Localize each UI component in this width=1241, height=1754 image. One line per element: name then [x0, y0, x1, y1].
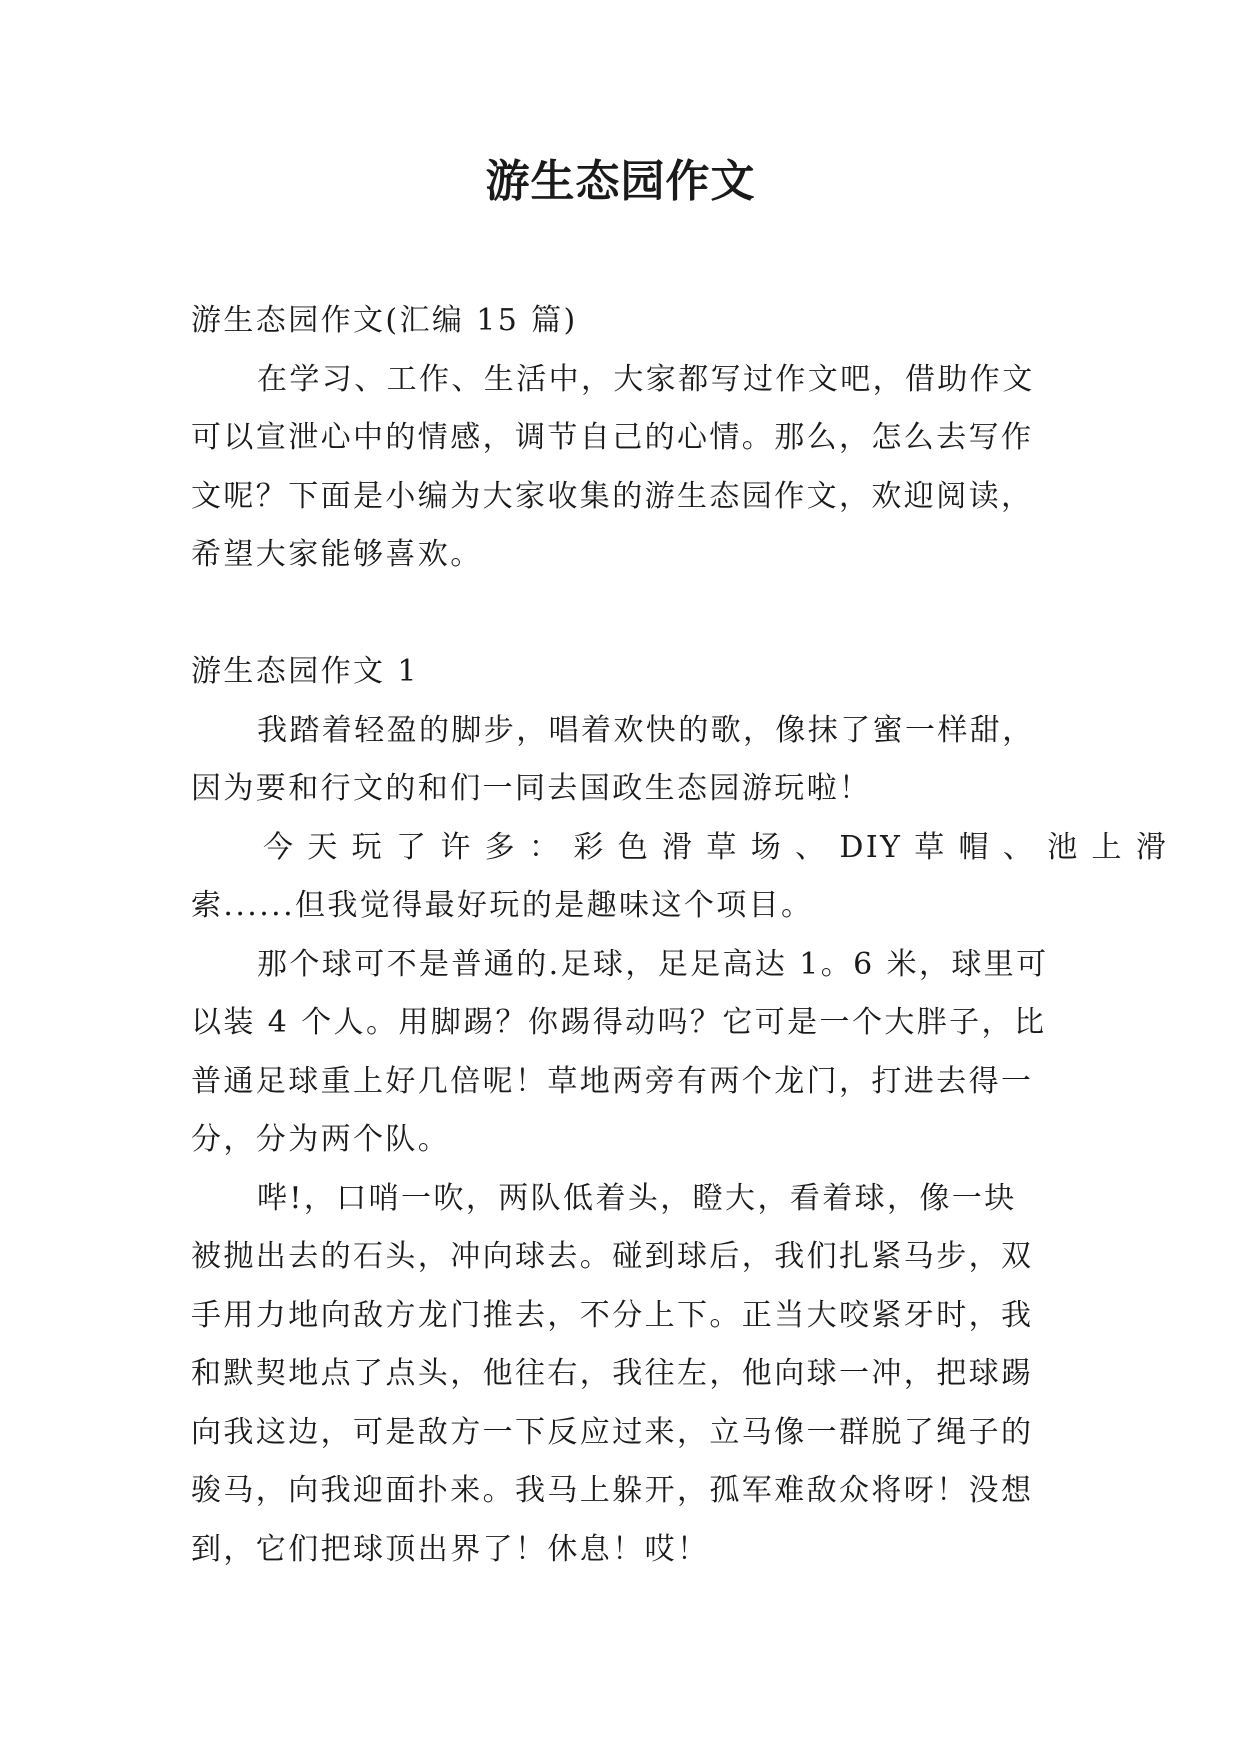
para1-line-1: 我踏着轻盈的脚步，唱着欢快的歌，像抹了蜜一样甜， — [257, 712, 1035, 748]
para1-line-2: 因为要和行文的和们一同去国政生态园游玩啦！ — [191, 771, 872, 806]
para4-line-4: 和默契地点了点头，他往右，我往左，他向球一冲，把球踢 — [191, 1356, 1034, 1391]
subtitle: 游生态园作文(汇编 15 篇) — [191, 303, 578, 338]
para4-line-3: 手用力地向敌方龙门推去，不分上下。正当大咬紧牙时，我 — [191, 1297, 1034, 1333]
para3-line-2: 以装 4 个人。用脚踢？你踢得动吗？它可是一个大胖子，比 — [191, 1005, 1047, 1040]
para3-line-1: 那个球可不是普通的.足球，足足高达 1。6 米，球里可 — [257, 946, 1049, 982]
document-body — [191, 292, 1169, 1579]
para4-line-7: 到，它们把球顶出界了！休息！哎！ — [191, 1531, 710, 1567]
intro-line-1: 在学习、工作、生活中，大家都写过作文吧，借助作文 — [257, 361, 1035, 397]
para3-line-4: 分，分为两个队。 — [191, 1122, 451, 1157]
para4-line-2: 被抛出去的石头，冲向球去。碰到球后，我们扎紧马步，双 — [191, 1239, 1034, 1274]
section-heading: 游生态园作文 1 — [191, 654, 419, 689]
intro-line-2: 可以宣泄心中的情感，调节自己的心情。那么，怎么去写作 — [191, 420, 1034, 455]
document-title: 游生态园作文 — [485, 156, 756, 207]
intro-line-3: 文呢？下面是小编为大家收集的游生态园作文，欢迎阅读， — [191, 478, 1034, 514]
para3-line-3: 普通足球重上好几倍呢！草地两旁有两个龙门，打进去得一 — [191, 1063, 1034, 1099]
para4-line-6: 骏马，向我迎面扑来。我马上躲开，孤军难敌众将呀！没想 — [191, 1473, 1034, 1508]
intro-line-4: 希望大家能够喜欢。 — [191, 537, 483, 572]
para2-line-2: 索......但我觉得最好玩的是趣味这个项目。 — [191, 888, 814, 923]
para2-line-1: 今 天 玩 了 许 多 ： 彩 色 滑 草 场 、 DIY 草 帽 、 池 上 滑 — [263, 829, 1169, 865]
para4-line-5: 向我这边，可是敌方一下反应过来，立马像一群脱了绳子的 — [191, 1414, 1034, 1450]
para4-line-1: 哔!，口哨一吹，两队低着头，瞪大，看着球，像一块 — [257, 1180, 1017, 1216]
paragraph-gap — [191, 585, 1071, 644]
